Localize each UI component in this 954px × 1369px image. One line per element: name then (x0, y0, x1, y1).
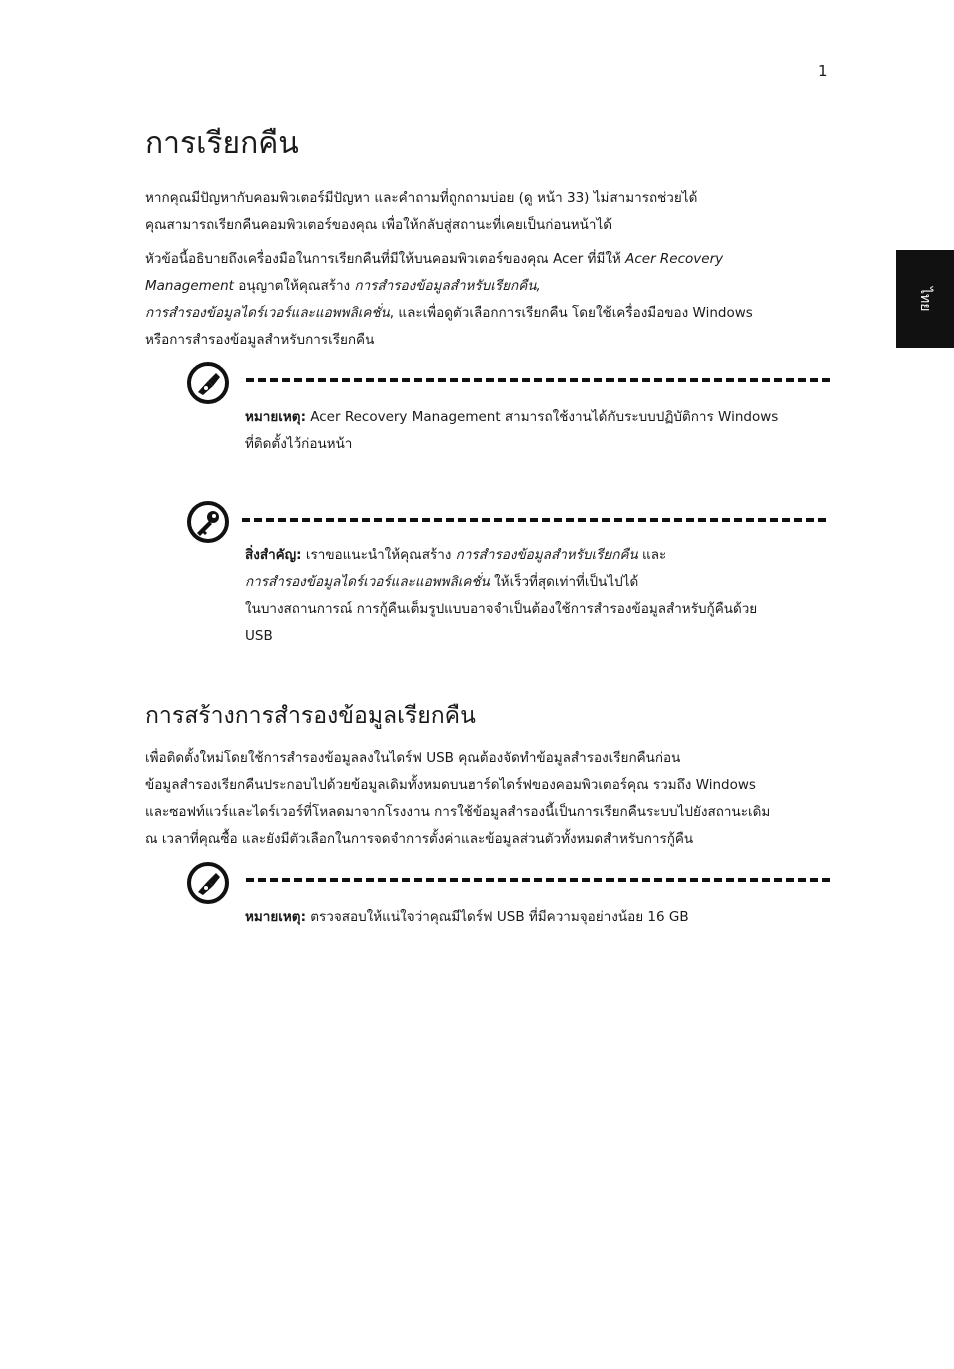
note-label: หมายเหตุ: (245, 409, 306, 425)
create-backup-paragraph: เพื่อติดตั้งใหม่โดยใช้การสำรองข้อมูลลงในไดร์ฟ USB คุณต้องจัดทำข้อมูลสำรองเรียกคืนก่อน ข้อมูลสำรองเรียกคืนประกอบไปด้วยข้อมูลเดิมทั้งหมดบนฮาร์ดไดร์ฟของคอมพิวเตอร์คุณ รวมถึง Windows และซอฟท์แวร์และไดร์เวอร์ที่โหลดมาจากโรงงาน การใช้ข้อมูลสำรองนี้เป็นการเรียกคืนระบบไปยังสถานะเดิม ณ เวลาที่คุณซื้อ และยังมีตัวเลือกในการจดจำการตั้งค่าและข้อมูลส่วนตัวทั้งหมดสำหรับการกู้คืน (145, 750, 771, 847)
language-tab-label: ไทย (917, 286, 933, 312)
note-divider (246, 378, 830, 382)
tools-line-1: หัวข้อนี้อธิบายถึงเครื่องมือในการเรียกคืนที่มีให้บนคอมพิวเตอร์ของคุณ Acer ที่มีให้ Acer Recovery (145, 251, 724, 267)
note-pen-icon (186, 861, 230, 905)
language-tab (896, 250, 954, 348)
product-name: Acer Recovery (625, 251, 724, 267)
drivers-backup-term: การสำรองข้อมูลไดร์เวอร์และแอพพลิเคชั่น (145, 305, 390, 321)
tools-paragraph (145, 246, 835, 354)
tools-line-3: การสำรองข้อมูลไดร์เวอร์และแอพพลิเคชั่น, และเพื่อดูตัวเลือกการเรียกคืน โดยใช้เครื่องมือของ Windows (145, 305, 753, 321)
note-pen-icon (186, 361, 230, 405)
intro-line-2: คุณสามารถเรียกคืนคอมพิวเตอร์ของคุณ เพื่อให้กลับสู่สถานะที่เคยเป็นก่อนหน้าได้ (145, 217, 613, 233)
tools-line-2: Management อนุญาตให้คุณสร้าง การสำรองข้อมูลสำหรับเรียกคืน, (145, 278, 541, 294)
important-recovery-backup: สิ่งสำคัญ: เราขอแนะนำให้คุณสร้าง การสำรองข้อมูลสำหรับเรียกคืน และ การสำรองข้อมูลไดร์เวอร์และแอพพลิเคชั่น ให้เร็วที่สุดเท่าที่เป็นไปได้ ในบางสถานการณ์ การกู้คืนเต็มรูปแบบอาจจำเป็นต้องใช้การสำรองข้อมูลสำหรับกู้คืนด้วย USB (245, 547, 758, 644)
product-name-cont: Management (145, 278, 234, 294)
note-usb-capacity: หมายเหตุ: ตรวจสอบให้แน่ใจว่าคุณมีไดร์ฟ USB ที่มีความจุอย่างน้อย 16 GB (245, 909, 689, 925)
section-title-create-backup: การสร้างการสำรองข้อมูลเรียกคืน (145, 703, 476, 729)
important-key-icon (186, 500, 230, 544)
note-divider (246, 878, 830, 882)
recovery-backup-term: การสำรองข้อมูลสำหรับเรียกคืน, (354, 278, 541, 294)
page-number: 1 (818, 62, 828, 80)
important-label: สิ่งสำคัญ: (245, 547, 302, 563)
tools-line-4: หรือการสำรองข้อมูลสำหรับการเรียกคืน (145, 332, 375, 348)
note-recovery-management: หมายเหตุ: Acer Recovery Management สามารถใช้งานได้กับระบบปฏิบัติการ Windows ที่ติดตั้งไว้ก่อนหน้า (245, 409, 779, 452)
note-label: หมายเหตุ: (245, 909, 306, 925)
section-title-recovery: การเรียกคืน (145, 126, 299, 161)
intro-paragraph (145, 185, 835, 239)
intro-line-1: หากคุณมีปัญหากับคอมพิวเตอร์มีปัญหา และคำถามที่ถูกถามบ่อย (ดู หน้า 33) ไม่สามารถช่วยได้ (145, 190, 698, 206)
important-divider (242, 518, 826, 522)
